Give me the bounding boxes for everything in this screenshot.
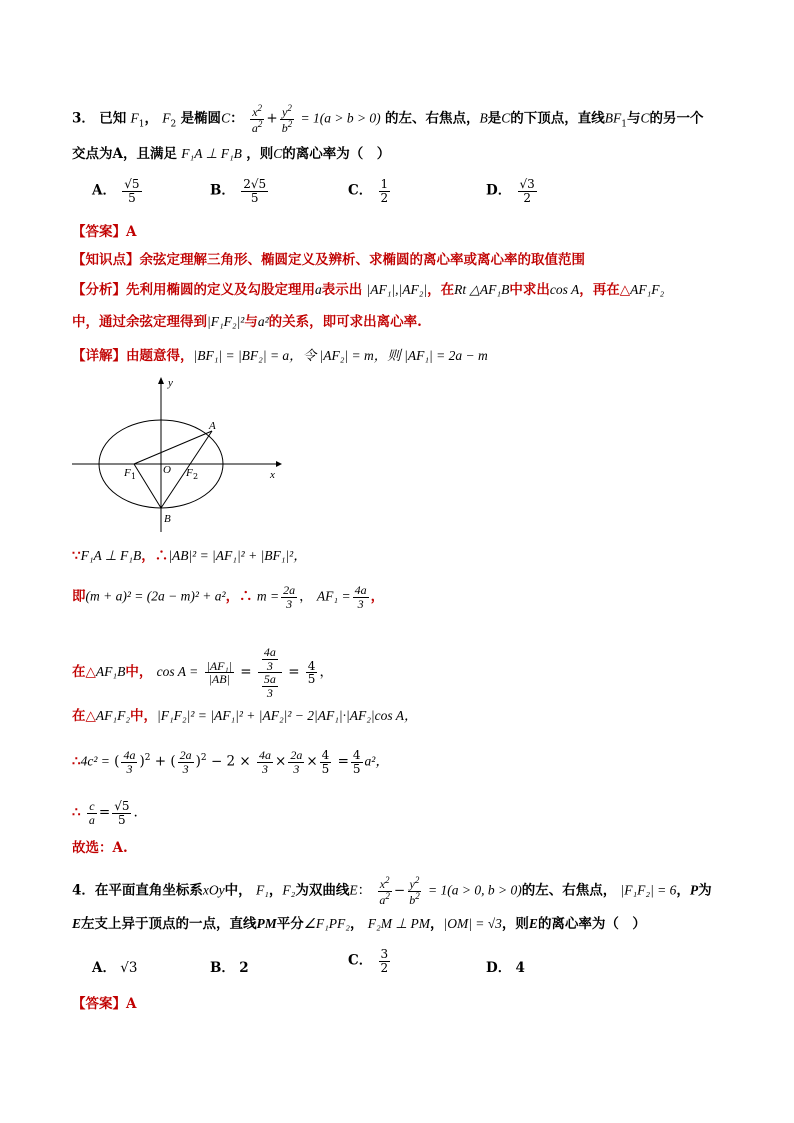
q3-knowledge-points: 【知识点】余弦定理解三角形、椭圆定义及辨析、求椭圆的离心率或离心率的取值范围 xyxy=(72,252,585,268)
label-o: O xyxy=(163,464,171,476)
q3-step-5: ∴4c² = ( $\frac{4a}{3}$ )$^2$ + ( $\frac{2a}{3}$ )$^2$ − 2 × $\frac{4a}{3}$ × $\frac{2a}{3}$ × $\frac{4}{5}$ = $\frac{4}{5}$ a²， xyxy=(72,747,389,776)
svg-text:2: 2 xyxy=(193,472,199,481)
q4-stem-line1: 4．在平面直角坐标系xOy中， F₁，F₂为双曲线E： $\frac{x^2}{a^2}$ − $\frac{y^2}{b^2}$ = 1(a > 0, b > 0)的左、右焦点， |F₁F₂| = 6，P为 xyxy=(72,875,712,907)
q3-step-2: 即(m + a)² = (2a − m)² + a²，∴ m = $\frac{2a}{3}$ ， AF₁ = $\frac{4a}{3}$ ， xyxy=(72,583,385,611)
q3-vector-condition: F₁A ⊥ F₁B xyxy=(181,146,242,161)
q4-answer: 【答案】A xyxy=(72,996,137,1012)
q3-option-b: B． $\frac{2√5}{5}$ xyxy=(210,177,267,205)
q3-step-4: 在△AF₁F₂中，|F₁F₂|² = |AF₁|² + |AF₂|² − 2|AF₁|·|AF₂|cos A， xyxy=(72,708,418,724)
svg-text:1: 1 xyxy=(131,472,137,481)
q4-option-a: A． √3 xyxy=(92,960,138,976)
segment-f1-a xyxy=(134,431,212,464)
label-f2: F xyxy=(186,467,193,479)
q3-answer: 【答案】A xyxy=(72,224,137,240)
segment-f1-b xyxy=(134,464,161,508)
q3-option-c: C． $\frac{1}{2}$ xyxy=(348,177,389,205)
q4-stem-line2: E左支上异于顶点的一点，直线PM平分∠F₁PF₂， F₂M ⊥ PM，|OM| = √3，则E的离心率为（ ） xyxy=(72,916,646,932)
q3-stem-line1: 3． 已知 $F_1$， $F_2$ 是椭圆C： $\frac{x^2}{a^2}$ + $\frac{y^2}{b^2}$ = 1(a > b > 0) 的左、右焦点，B是C的下顶点，直线$BF_1$与C的另一个 xyxy=(72,103,704,135)
q4-option-c: C． $\frac{3}{2}$ xyxy=(348,947,389,975)
q4-option-d: D． 4 xyxy=(486,960,525,976)
q3-step-3: 在△AF₁B中， cos A = $\frac{\text{|AF₁|}}{|AB|}$ = $\frac{\frac{4a}{3}}{\frac{5a}{3}}$ = $\frac{4}{5}$ ， xyxy=(72,645,333,700)
label-b: B xyxy=(164,513,171,525)
ellipse-figure xyxy=(66,372,286,532)
label-x: x xyxy=(270,469,275,481)
q3-stem-line2: 交点为A，且满足 F₁A ⊥ F₁B ，则C的离心率为（ ） xyxy=(72,146,391,162)
q3-option-a: A． $\frac{√5}{5}$ xyxy=(92,177,140,205)
q3-choose: 故选：A. xyxy=(72,840,128,856)
y-axis-arrow-icon xyxy=(158,377,164,384)
q4-option-b: B． 2 xyxy=(210,960,249,976)
x-axis-arrow-icon xyxy=(276,461,282,467)
q3-option-d: D． $\frac{√3}{2}$ xyxy=(486,177,535,205)
label-f1: F xyxy=(124,467,131,479)
q3-ellipse-x-term: $\frac{x^2}{a^2}$ xyxy=(251,103,263,135)
q4-number: 4． xyxy=(72,882,95,899)
label-a: A xyxy=(209,420,216,432)
q3-analysis-line1: 【分析】先利用椭圆的定义及勾股定理用a表示出 |AF₁|,|AF₂|，在Rt △AF₁B中求出cos A，再在△AF₁F₂ xyxy=(72,282,665,298)
q3-analysis-line2: 中，通过余弦定理得到|F₁F₂|²与a²的关系，即可求出离心率. xyxy=(72,314,422,330)
q3-detail-line: 【详解】由题意得，|BF₁| = |BF₂| = a，令 |AF₂| = m，则 |AF₁| = 2a − m xyxy=(72,348,488,364)
label-y: y xyxy=(168,377,173,389)
q3-step-1: ∵F₁A ⊥ F₁B，∴|AB|² = |AF₁|² + |BF₁|²， xyxy=(72,548,307,564)
q3-ellipse-y-term: $\frac{y^2}{b^2}$ xyxy=(281,103,293,135)
q3-step-6: ∴ $\frac{c}{a}$ = $\frac{√5}{5}$ . xyxy=(72,799,138,827)
q3-number: 3． xyxy=(72,110,95,127)
